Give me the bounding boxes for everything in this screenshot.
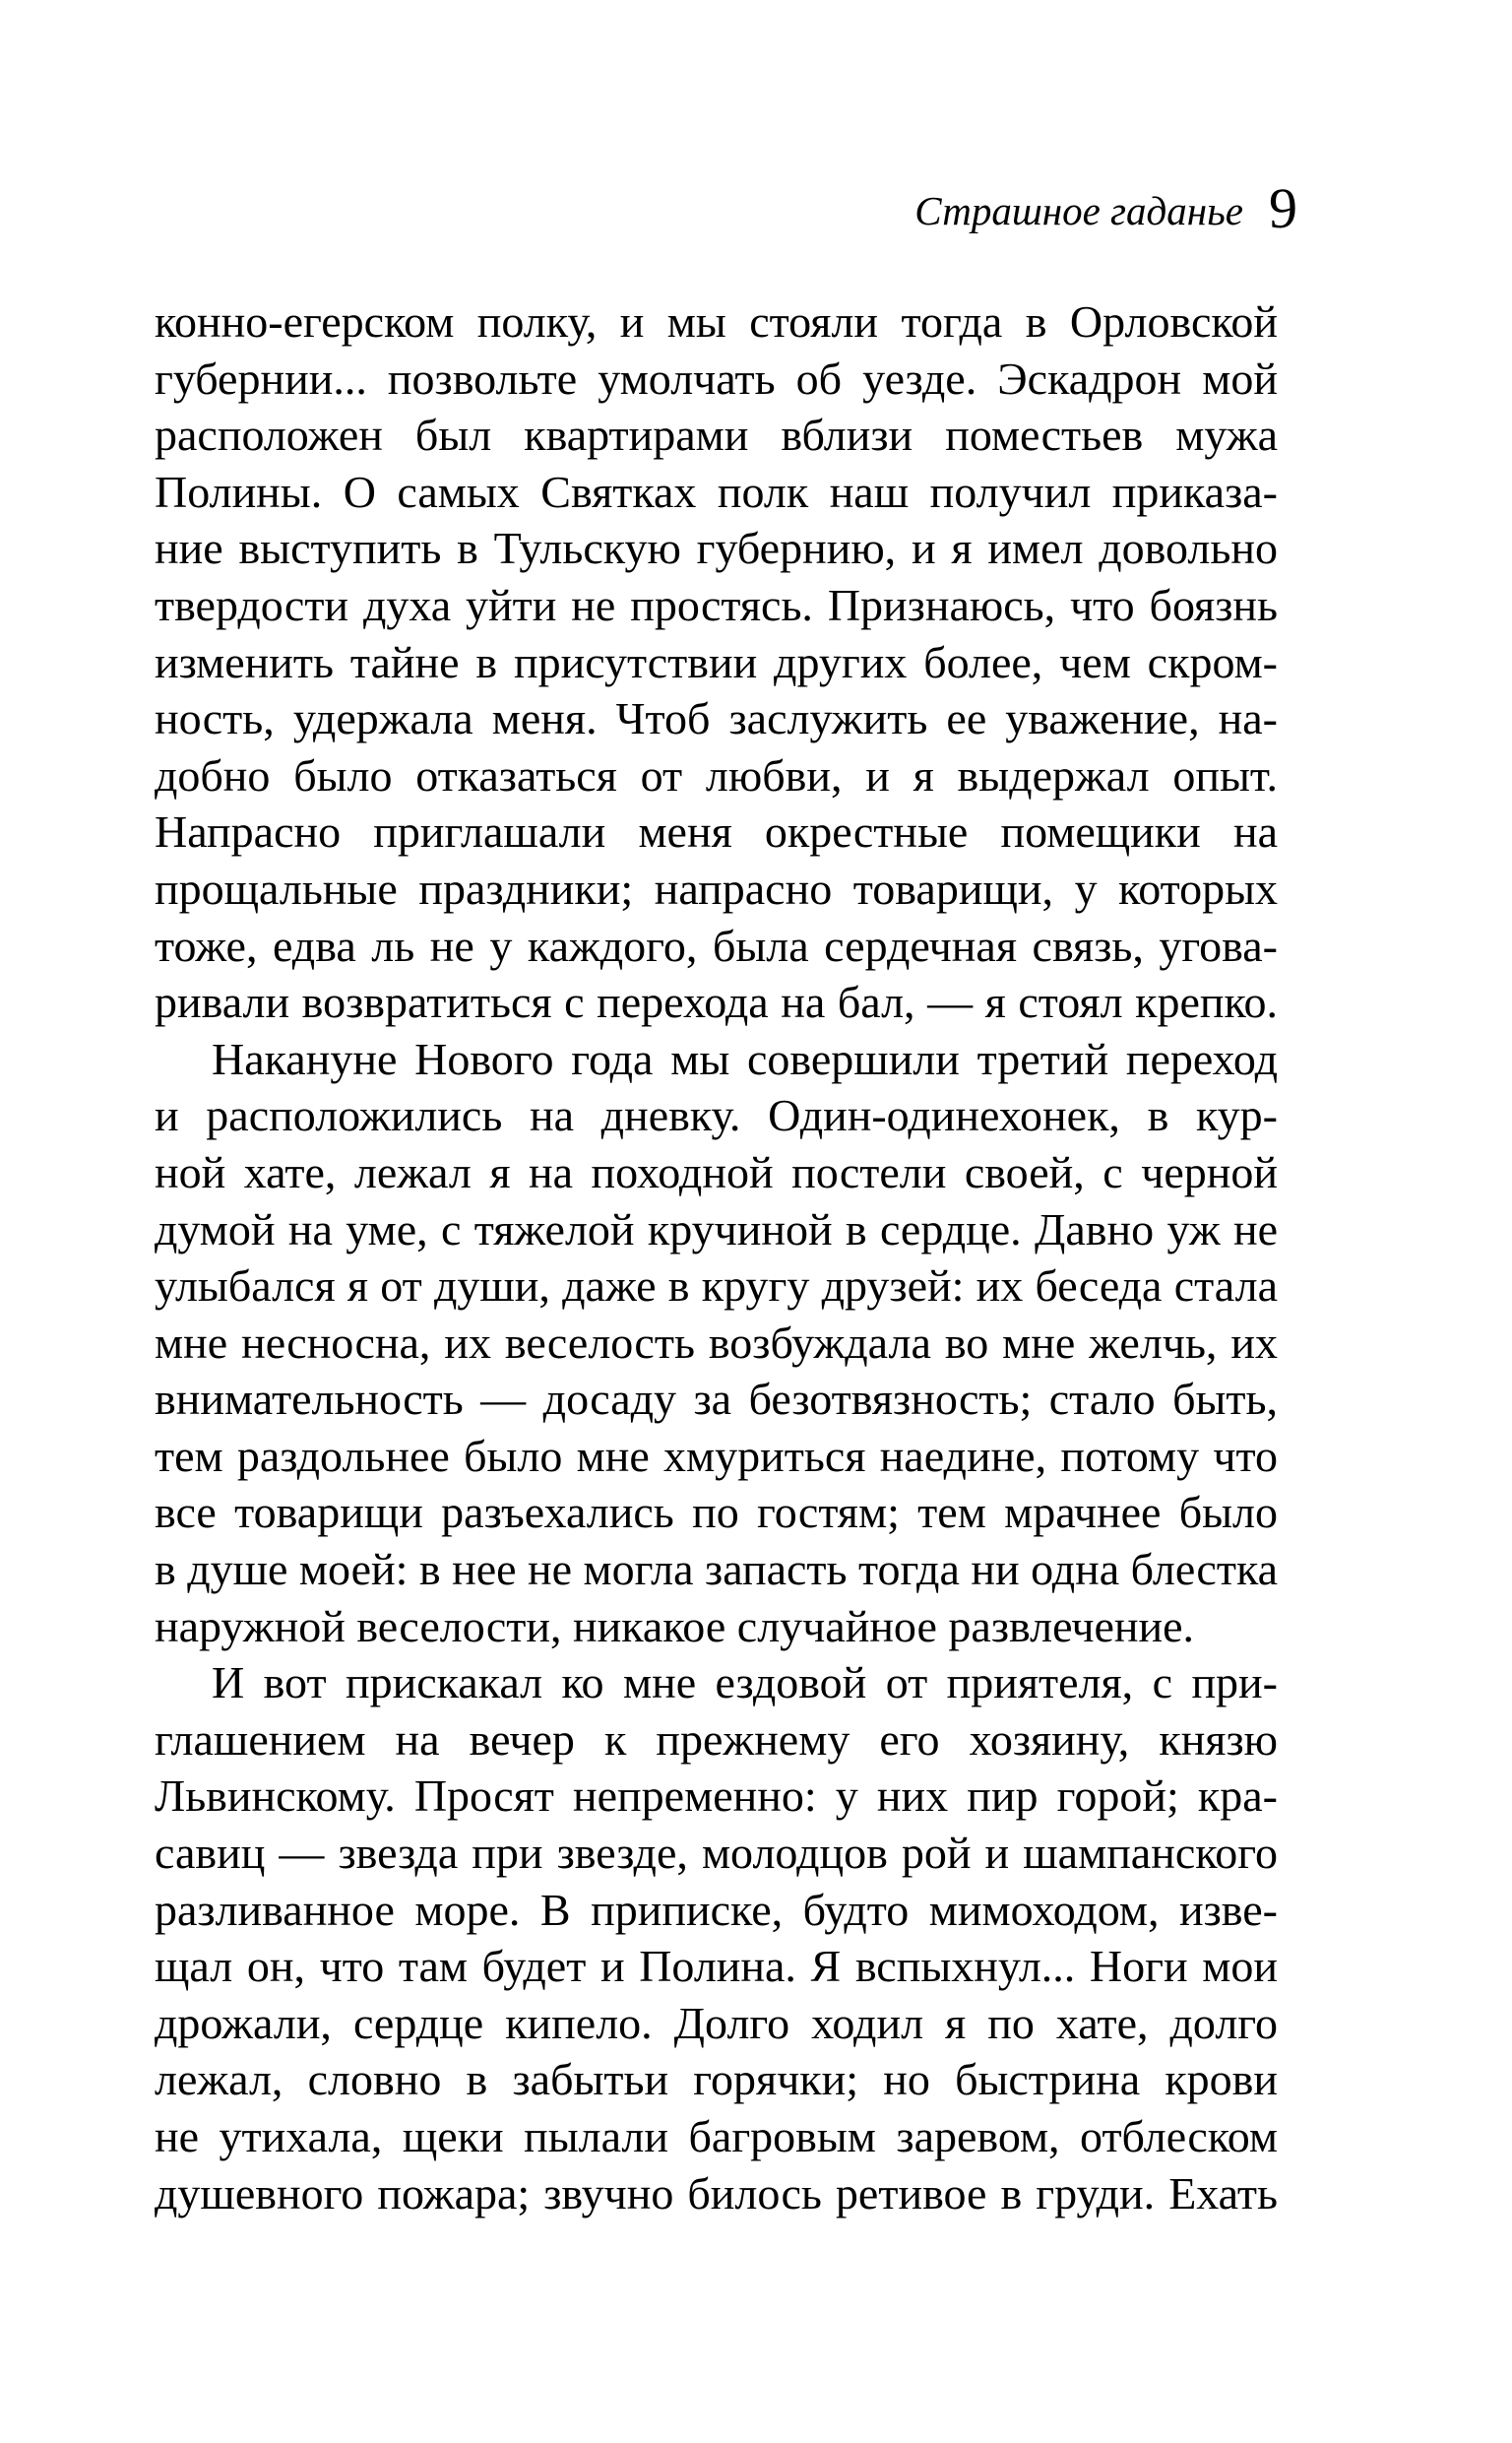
text-line: думой на уме, с тяжелой кручиной в сердце. Давно уж не <box>155 1203 1278 1254</box>
running-head <box>0 175 1297 241</box>
running-title: Страшное гаданье <box>914 188 1243 233</box>
text-line: в душе моей: в нее не могла запасть тогда ни одна блестка <box>155 1544 1279 1595</box>
text-line: все товарищи разъехались по гостям; тем мрачнее было <box>155 1487 1278 1538</box>
text-line: глашением на вечер к прежнему его хозяину, князю <box>155 1713 1278 1765</box>
text-line: щал он, что там будет и Полина. Я вспыхнул... Ноги мои <box>155 1941 1278 1992</box>
text-line: наружной веселости, никакое случайное развлечение. <box>155 1600 1195 1651</box>
text-line: расположен был квартирами вблизи поместьев мужа <box>155 410 1278 461</box>
text-line: савиц — звезда при звезде, молодцов рой и шампанского <box>155 1828 1278 1879</box>
text-line: дрожали, сердце кипело. Долго ходил я по хате, долго <box>155 1997 1278 2048</box>
paragraph-3 <box>155 1654 1278 2221</box>
text-line: твердости духа уйти не простясь. Признаюсь, что боязнь <box>155 579 1278 630</box>
text-line: Напрасно приглашали меня окрестные помещики на <box>155 806 1278 858</box>
text-line: губернии... позвольте умолчать об уезде. Эскадрон мой <box>155 353 1278 404</box>
text-line: ривали возвратиться с перехода на бал, — я стоял крепко. <box>155 977 1278 1028</box>
text-line: добно было отказаться от любви, и я выдержал опыт. <box>155 749 1278 801</box>
text-line: ние выступить в Тульскую губернию, и я имел довольно <box>155 523 1278 574</box>
text-line: И вот прискакал ко мне ездовой от приятеля, с при- <box>212 1657 1278 1708</box>
text-line: ность, удержала меня. Чтоб заслужить ее уважение, на- <box>155 693 1278 744</box>
text-line: улыбался я от души, даже в кругу друзей: их беседа стала <box>155 1260 1278 1312</box>
text-line: не утихала, щеки пылали багровым заревом, отблеском <box>155 2111 1278 2161</box>
text-line: Львинскому. Просят непременно: у них пир горой; кра- <box>155 1770 1278 1822</box>
text-line: Накануне Нового года мы совершили третий переход <box>212 1033 1278 1084</box>
paragraph-2 <box>155 1031 1278 1655</box>
text-line: лежал, словно в забытьи горячки; но быстрина крови <box>155 2054 1278 2105</box>
text-line: душевного пожара; звучно билось ретивое в груди. Ехать <box>155 2167 1278 2218</box>
text-line: тоже, едва ль не у каждого, была сердечная связь, угова- <box>155 920 1278 971</box>
text-line: прощальные праздники; напрасно товарищи, у которых <box>155 863 1278 914</box>
page-number: 9 <box>1269 176 1297 240</box>
text-line: и расположились на дневку. Один-одинехонек, в кур- <box>155 1090 1278 1141</box>
text-line: внимательность — досаду за безотвязность; стало быть, <box>155 1374 1278 1425</box>
text-line: мне несносна, их веселость возбуждала во мне желчь, их <box>155 1317 1278 1368</box>
text-line: разливанное море. В приписке, будто мимоходом, изве- <box>155 1884 1278 1935</box>
text-line: изменить тайне в присутствии других более, чем скром- <box>155 636 1278 687</box>
text-line: ной хате, лежал я на походной постели своей, с черной <box>155 1146 1278 1197</box>
text-line: Полины. О самых Святках полк наш получил приказа- <box>155 466 1278 517</box>
text-line: тем раздольнее было мне хмуриться наедине, потому что <box>155 1430 1278 1481</box>
text-line: конно-егерском полку, и мы стояли тогда в Орловской <box>155 296 1278 347</box>
body-text <box>155 293 1278 2221</box>
paragraph-1 <box>155 293 1278 1031</box>
